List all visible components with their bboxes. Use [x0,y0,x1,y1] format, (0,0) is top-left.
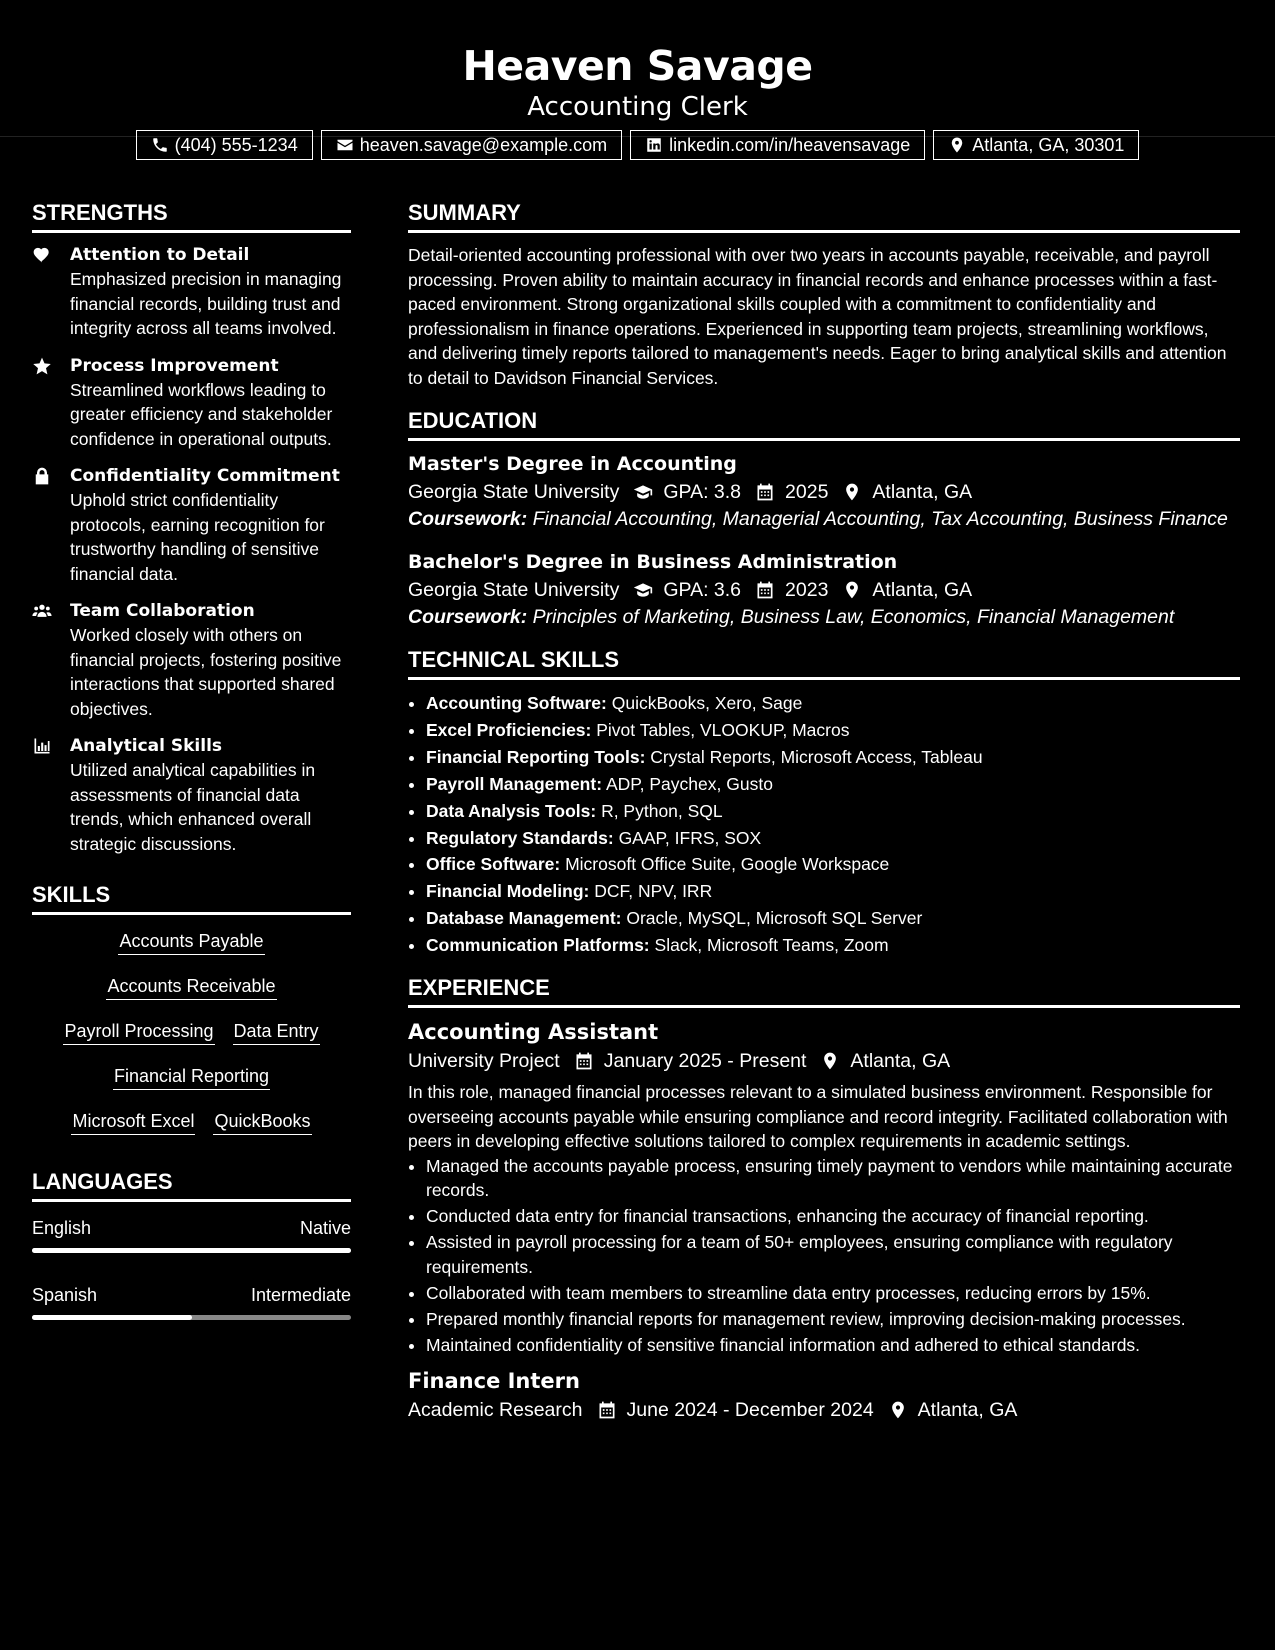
languages-heading: LANGUAGES [32,1169,351,1202]
skill-tag: Microsoft Excel [71,1109,195,1135]
map-marker-icon [888,1400,908,1420]
graduation-cap-icon [633,580,653,600]
strength-title: Analytical Skills [70,736,223,756]
list-item: • Regulatory Standards: GAAP, IFRS, SOX [426,825,1240,852]
contact-bar [0,130,1275,160]
strengths-list [32,243,351,856]
language-level: Intermediate [250,1285,351,1305]
strength-desc: Streamlined workflows leading to greater efficiency and stakeholder confidence in operational outputs. [70,379,333,449]
map-marker-icon [842,580,862,600]
map-marker-icon [820,1051,840,1071]
language-item [32,1283,351,1320]
experience-item [408,1367,1240,1425]
job-dates: January 2025 - Present [603,1050,807,1073]
language-name: Spanish [32,1285,98,1305]
list-item: • Communication Platforms: Slack, Microsoft Teams, Zoom [426,932,1240,959]
strength-item [32,243,351,341]
degree-title: Master's Degree in Accounting [408,453,737,475]
right-column [408,200,1240,1425]
edu-location: Atlanta, GA [872,481,973,503]
coursework [408,507,1240,531]
job-title: Accounting Clerk [527,92,748,122]
contact-location[interactable] [933,130,1139,160]
list-item: • Excel Proficiencies: Pivot Tables, VLOOKUP, Macros [426,717,1240,744]
education-heading: EDUCATION [408,408,1240,441]
map-marker-icon [948,136,966,154]
gpa: GPA: 3.8 [663,481,742,503]
skills-list [32,929,351,1135]
skill-tag: Accounts Payable [118,929,264,955]
lock-icon [32,466,52,486]
resume-header [0,0,1275,155]
skill-tag: QuickBooks [213,1109,311,1135]
strength-desc: Uphold strict confidentiality protocols, earning recognition for trustworthy handling of sensitive financial data. [70,490,325,584]
contact-email[interactable] [321,130,622,160]
list-item: • Payroll Management: ADP, Paychex, Gusto [426,771,1240,798]
coursework-list: Financial Accounting, Managerial Accounting, Tax Accounting, Business Finance [532,508,1228,530]
candidate-name: Heaven Savage [462,42,813,90]
school-name: Georgia State University [408,579,620,601]
gpa: GPA: 3.6 [663,579,742,601]
list-item: • Managed the accounts payable process, ensuring timely payment to vendors while maintaining accurate records. [426,1154,1240,1203]
strengths-heading: STRENGTHS [32,200,351,233]
degree-title: Bachelor's Degree in Business Administration [408,551,898,573]
strength-item [32,599,351,721]
contact-linkedin[interactable] [630,130,925,160]
chart-icon [32,736,52,756]
graduation-cap-icon [633,482,653,502]
edu-location: Atlanta, GA [872,579,973,601]
contact-phone-text: (404) 555-1234 [174,135,298,155]
list-item: • Office Software: Microsoft Office Suite, Google Workspace [426,851,1240,878]
job-bullets [408,1154,1240,1358]
skill-tag: Data Entry [233,1019,320,1045]
experience-item [408,1018,1240,1357]
strength-title: Confidentiality Commitment [70,466,340,486]
calendar-icon [597,1400,617,1420]
calendar-icon [574,1051,594,1071]
strength-desc: Emphasized precision in managing financial records, building trust and integrity across all teams involved. [70,269,342,338]
strength-desc: Worked closely with others on financial projects, fostering positive interactions that supported shared objectives. [70,625,342,719]
summary-text: Detail-oriented accounting professional with over two years in accounts payable, receivable, and payroll processing. Proven ability to maintain accuracy in financial records and enhance processes within a fast-paced environment. Strong organizational skills coupled with a commitment to confidentiality and professionalism in finance operations. Experienced in supporting team projects, streamlining workflows, and delivering timely reports tailored to management's needs. Eager to bring analytical skills and attention to detail to Davidson Financial Services. [408,245,1227,388]
position-title: Accounting Assistant [408,1020,659,1045]
envelope-icon [336,136,354,154]
phone-icon [151,136,169,154]
grad-year: 2025 [785,481,829,503]
job-dates: June 2024 - December 2024 [626,1399,874,1422]
list-item: • Collaborated with team members to streamline data entry processes, reducing errors by 15%. [426,1281,1240,1306]
calendar-icon [755,580,775,600]
contact-linkedin-text: linkedin.com/in/heavensavage [669,135,911,155]
users-icon [32,601,52,621]
strength-title: Attention to Detail [70,245,250,265]
language-item [32,1216,351,1253]
list-item: • Financial Reporting Tools: Crystal Reports, Microsoft Access, Tableau [426,744,1240,771]
map-marker-icon [842,482,862,502]
contact-phone[interactable] [136,130,313,160]
list-item: • Accounting Software: QuickBooks, Xero, Sage [426,690,1240,717]
language-name: English [32,1218,92,1238]
strength-desc: Utilized analytical capabilities in assessments of financial data trends, which enhanced overall strategic discussions. [70,760,316,854]
language-proficiency-fill [32,1248,351,1253]
technical-skills-list [408,690,1240,959]
school-name: Georgia State University [408,481,620,503]
heart-icon [32,245,52,265]
contact-email-text: heaven.savage@example.com [359,135,608,155]
experience-heading: EXPERIENCE [408,975,1240,1008]
skills-heading: SKILLS [32,882,351,915]
language-level: Native [299,1218,351,1238]
strength-item [32,734,351,856]
skill-tag: Accounts Receivable [106,974,276,1000]
coursework-list: Principles of Marketing, Business Law, Economics, Financial Management [532,606,1175,628]
organization: University Project [408,1050,560,1073]
list-item: • Assisted in payroll processing for a team of 50+ employees, ensuring compliance with regulatory requirements. [426,1230,1240,1279]
organization: Academic Research [408,1399,583,1422]
strength-title: Team Collaboration [70,601,255,621]
technical-skills-heading: TECHNICAL SKILLS [408,647,1240,680]
star-icon [32,356,52,376]
education-item [408,451,1240,531]
linkedin-icon [645,136,663,154]
skill-tag: Payroll Processing [63,1019,214,1045]
left-column [32,200,351,1350]
coursework [408,605,1240,629]
language-proficiency-bar [32,1315,351,1320]
strength-title: Process Improvement [70,355,279,376]
grad-year: 2023 [785,579,829,601]
strength-item [32,464,351,586]
list-item: • Financial Modeling: DCF, NPV, IRR [426,878,1240,905]
list-item: • Conducted data entry for financial transactions, enhancing the accuracy of financial reporting. [426,1204,1240,1229]
calendar-icon [755,482,775,502]
list-item: • Database Management: Oracle, MySQL, Microsoft SQL Server [426,905,1240,932]
summary-heading: SUMMARY [408,200,1240,233]
language-proficiency-bar [32,1248,351,1253]
job-description: In this role, managed financial processes relevant to a simulated business environment. Responsible for overseeing accounts payable while ensuring compliance and record integrity. Facilitated collaboration with peers in developing effective solutions tailored to complex requirements in academic settings. [408,1082,1228,1152]
coursework-label: Coursework: [408,508,528,530]
language-proficiency-fill [32,1315,192,1320]
position-title: Finance Intern [408,1369,580,1394]
contact-location-text: Atlanta, GA, 30301 [972,135,1125,155]
skill-tag: Financial Reporting [113,1064,270,1090]
list-item: • Maintained confidentiality of sensitive financial information and adhered to ethical standards. [426,1333,1240,1358]
list-item: • Prepared monthly financial reports for management review, improving decision-making processes. [426,1307,1240,1332]
education-item [408,549,1240,629]
list-item: • Data Analysis Tools: R, Python, SQL [426,798,1240,825]
job-location: Atlanta, GA [850,1050,951,1073]
job-location: Atlanta, GA [917,1399,1018,1422]
strength-item [32,354,351,452]
coursework-label: Coursework: [408,606,528,628]
